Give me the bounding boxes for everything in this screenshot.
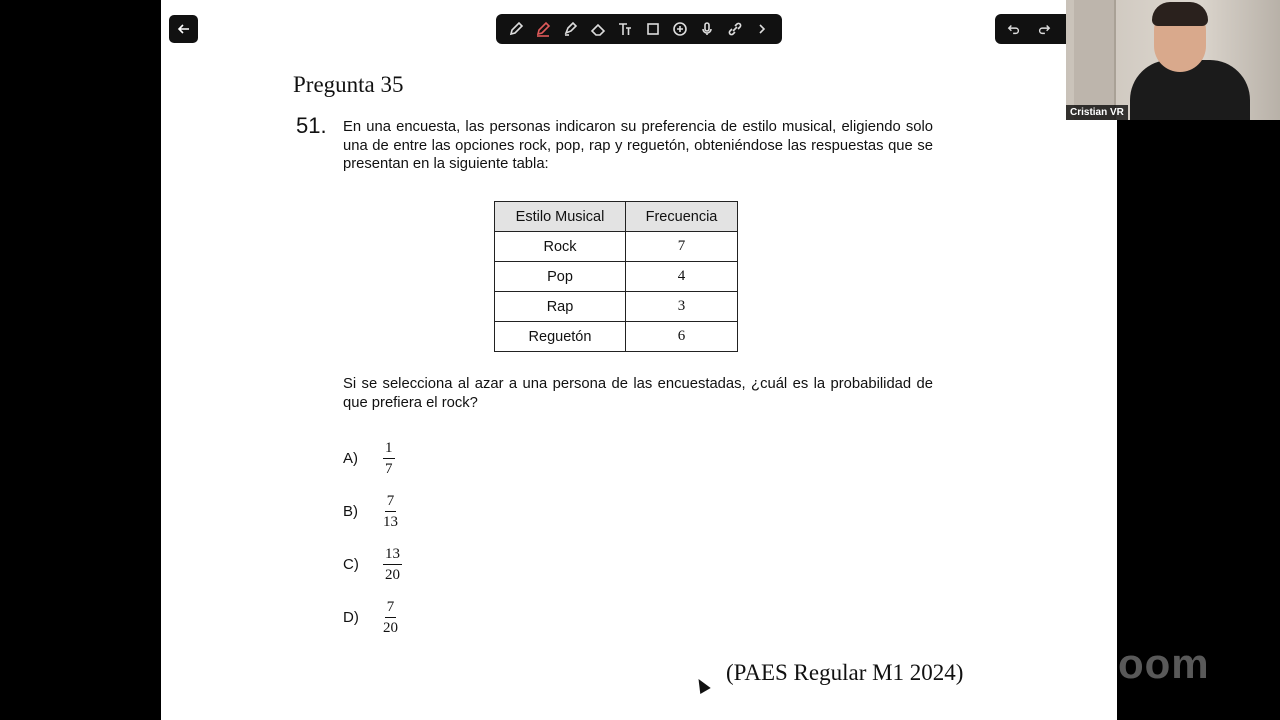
table-row [495,292,738,322]
marker-icon[interactable] [559,18,581,40]
option-fraction [383,546,402,583]
option-label: D) [343,609,359,626]
table-cell-frequency: 7 [626,232,738,262]
table-cell-style: Reguetón [495,322,626,352]
table-cell-style: Pop [495,262,626,292]
chevron-right-icon[interactable] [751,18,773,40]
frequency-table [494,201,738,352]
question-stem: En una encuesta, las personas indicaron su preferencia de estilo musical, eligiendo solo una de entre las opciones rock, pop, rap y reguetón, obteniéndose las respuestas que se presentan en la siguiente tabla: [343,119,933,172]
option-fraction [383,440,395,477]
table-row [495,322,738,352]
shared-document-page [161,0,1117,720]
add-icon[interactable] [669,18,691,40]
table-cell-frequency: 4 [626,262,738,292]
fraction-denominator: 13 [383,514,398,530]
option-fraction [383,599,398,636]
participant-video[interactable] [1066,0,1280,120]
question-text: Si se selecciona al azar a una persona de las encuestadas, ¿cuál es la probabilidad de que prefiera el rock? [343,376,933,411]
option-fraction [383,493,398,530]
participant-hair [1152,2,1208,26]
option-label: B) [343,503,358,520]
participant-name-label: Cristian VR [1066,105,1128,120]
video-door [1074,0,1116,120]
eraser-icon[interactable] [587,18,609,40]
option-label: C) [343,556,359,573]
mic-icon[interactable] [696,18,718,40]
option-label: A) [343,450,358,467]
highlighter-icon[interactable] [532,18,554,40]
history-toolbar [995,14,1067,44]
table-header-row [495,202,738,232]
link-icon[interactable] [724,18,746,40]
fraction-denominator: 20 [385,567,400,583]
table-row [495,232,738,262]
fraction-denominator: 20 [383,620,398,636]
arrow-left-icon [177,22,191,36]
table-header-style: Estilo Musical [495,202,626,232]
option-a [343,440,395,477]
question-number: 51. [296,113,327,138]
table-cell-style: Rap [495,292,626,322]
fraction-numerator: 13 [383,546,402,565]
fraction-numerator: 7 [385,599,397,618]
option-b [343,493,398,530]
table-cell-frequency: 6 [626,322,738,352]
pen-icon[interactable] [505,18,527,40]
table-cell-frequency: 3 [626,292,738,322]
redo-icon[interactable] [1033,18,1055,40]
source-citation: (PAES Regular M1 2024) [726,660,964,685]
table-cell-style: Rock [495,232,626,262]
option-c [343,546,402,583]
table-row [495,262,738,292]
zoom-watermark: zoom [1096,640,1210,687]
table-header-frequency: Frecuencia [626,202,738,232]
select-icon[interactable] [642,18,664,40]
back-button[interactable] [169,15,198,43]
option-d [343,599,398,636]
fraction-numerator: 7 [385,493,397,512]
undo-icon[interactable] [1003,18,1025,40]
annotation-toolbar [496,14,782,44]
fraction-numerator: 1 [383,440,395,459]
question-title: Pregunta 35 [293,72,404,97]
text-icon[interactable] [614,18,636,40]
fraction-denominator: 7 [385,461,393,477]
